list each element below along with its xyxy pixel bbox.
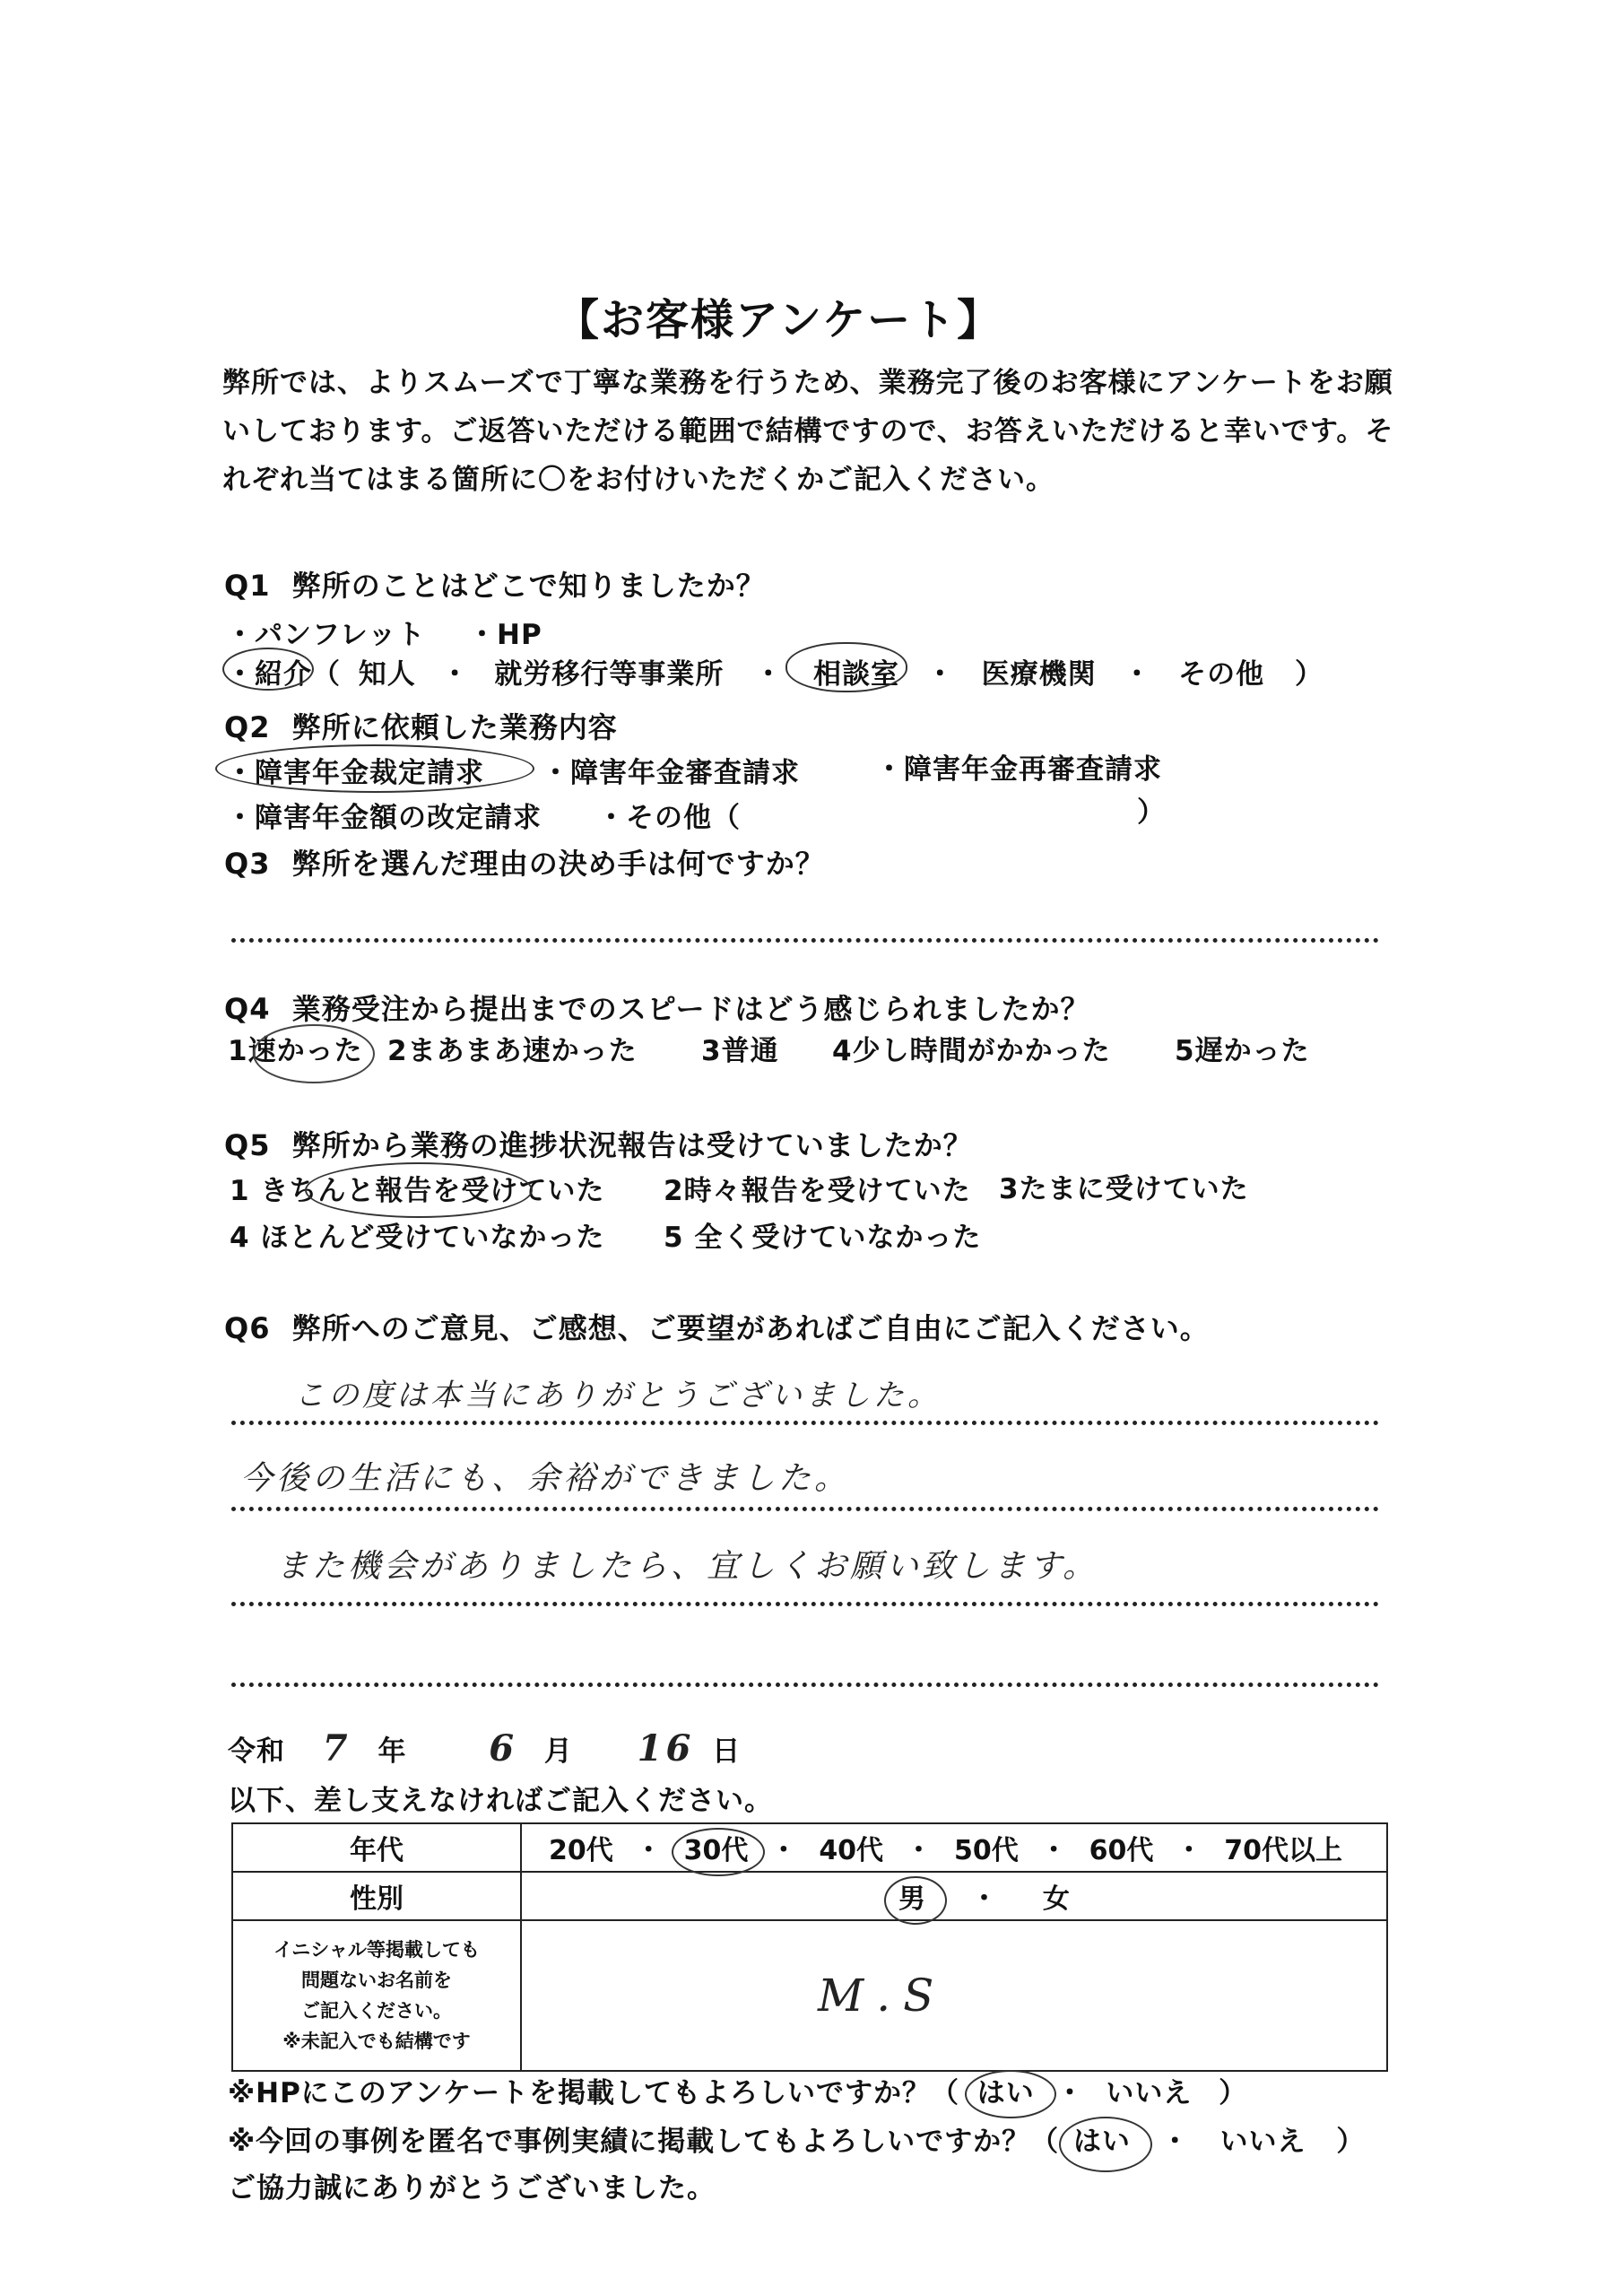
hp-publish-row	[228, 2070, 1247, 2110]
q4-option-5[interactable]: 5遅かった	[1175, 1035, 1310, 1067]
separator: ・	[1160, 2126, 1190, 2158]
sex-male[interactable]	[898, 1883, 925, 1915]
separator: ・	[754, 658, 784, 691]
case-publish-row	[228, 2118, 1365, 2159]
age-50s[interactable]: 50代	[953, 1835, 1019, 1866]
q6-question: 弊所へのご意見、ご感想、ご要望があればご自由にご記入ください。	[291, 1311, 1210, 1345]
q1-other[interactable]: その他	[1178, 658, 1265, 691]
sex-options	[521, 1872, 1387, 1920]
q1-option-pamphlet[interactable]: ・パンフレット	[226, 619, 426, 651]
q6-answer-line-2: 今後の生活にも、余裕ができました。	[240, 1460, 851, 1497]
separator: ・	[769, 1835, 797, 1866]
q5-question: 弊所から業務の進捗状況報告は受けていましたか？	[291, 1128, 973, 1162]
q3-question: 弊所を選んだ理由の決め手は何ですか？	[291, 847, 825, 881]
q1-heading	[224, 563, 766, 604]
date-month-unit: 月	[543, 1735, 573, 1768]
q6-line-4[interactable]	[231, 1683, 1379, 1687]
q4-option-3[interactable]: 3普通	[701, 1035, 779, 1067]
q1-option-hp[interactable]: ・HP	[468, 619, 542, 651]
date-year[interactable]: 7	[322, 1727, 352, 1770]
date-row	[228, 1727, 741, 1770]
q6-label: Q6	[224, 1311, 271, 1345]
table-intro: 以下、差し支えなければご記入ください。	[228, 1785, 773, 1817]
name-label-line: イニシャル等掲載しても	[273, 1939, 480, 1961]
name-value: M.S	[818, 1970, 947, 2022]
q2-option-award-claim[interactable]: ・障害年金裁定請求	[226, 757, 484, 789]
hp-yes-label: はい	[976, 2077, 1035, 2109]
q6-heading	[224, 1306, 1210, 1347]
separator: ・	[1175, 1835, 1202, 1866]
date-month[interactable]: 6	[489, 1727, 518, 1770]
q3-label: Q3	[224, 847, 271, 881]
date-day-unit: 日	[712, 1735, 742, 1768]
separator: ・	[925, 658, 955, 691]
q1-option-referral-row	[226, 651, 1324, 691]
name-label-line: ※未記入でも結構です	[282, 2031, 471, 2052]
q2-option-review-claim[interactable]: ・障害年金審査請求	[542, 757, 800, 789]
age-label: 年代	[232, 1823, 521, 1872]
age-40s[interactable]: 40代	[819, 1835, 884, 1866]
q1-employment-office[interactable]: 就労移行等事業所	[494, 658, 725, 691]
q3-answer-line[interactable]	[231, 938, 1379, 943]
q4-label: Q4	[224, 992, 271, 1026]
close-paren: ）	[1336, 2126, 1366, 2158]
age-options	[521, 1823, 1387, 1872]
separator: ・	[1123, 658, 1152, 691]
name-label-line: ご記入ください。	[301, 2000, 452, 2022]
q5-label: Q5	[224, 1128, 271, 1162]
separator: ・	[440, 658, 470, 691]
q6-answer-line-3: また機会がありましたら、宜しくお願い致します。	[276, 1548, 1099, 1585]
q2-option-rereview-claim[interactable]: ・障害年金再審査請求	[875, 753, 1162, 786]
name-value-cell[interactable]	[521, 1920, 1387, 2071]
q2-option-other[interactable]: ・その他（	[597, 802, 741, 834]
hp-publish-question: ※HPにこのアンケートを掲載してもよろしいですか？（	[228, 2077, 959, 2109]
hand-circle-award-claim	[215, 744, 534, 793]
q2-other-close-paren: ）	[1137, 796, 1166, 829]
age-60s[interactable]: 60代	[1089, 1835, 1154, 1866]
case-yes[interactable]	[1073, 2126, 1131, 2158]
separator: ・	[635, 1835, 663, 1866]
q6-line-2[interactable]	[231, 1507, 1379, 1511]
q2-heading	[224, 705, 618, 746]
hand-circle-case-yes	[1059, 2117, 1152, 2172]
q4-option-1[interactable]: 1速かった	[228, 1035, 363, 1067]
age-30s[interactable]	[684, 1835, 749, 1866]
q4-question: 業務受注から提出までのスピードはどう感じられましたか？	[291, 992, 1090, 1026]
age-70s-plus[interactable]: 70代以上	[1224, 1835, 1343, 1866]
q1-referral[interactable]: ・紹介（	[226, 658, 341, 691]
q1-consultation-room[interactable]: 相談室	[812, 658, 899, 691]
sex-label: 性別	[232, 1872, 521, 1920]
q6-answer-line-1: この度は本当にありがとうございました。	[294, 1378, 942, 1413]
q1-acquaintance[interactable]: 知人	[358, 658, 416, 691]
age-30s-label: 30代	[683, 1835, 749, 1866]
q6-line-1[interactable]	[231, 1421, 1379, 1425]
hand-circle-hp-yes	[965, 2070, 1056, 2118]
hand-circle-30s	[672, 1828, 765, 1876]
name-label-line: 問題ないお名前を	[301, 1970, 452, 1991]
separator: ・	[1040, 1835, 1068, 1866]
q2-label: Q2	[224, 710, 271, 744]
hand-circle-male	[884, 1876, 947, 1925]
q5-option-4[interactable]: 4 ほとんど受けていなかった	[230, 1222, 605, 1254]
hp-yes[interactable]	[977, 2077, 1035, 2109]
sex-female[interactable]: 女	[1042, 1883, 1070, 1915]
q1-label: Q1	[224, 569, 271, 603]
intro-text: 弊所では、よりスムーズで丁寧な業務を行うため、業務完了後のお客様にアンケートをお願いしております。ご返答いただける範囲で結構ですので、お答えいただけると幸いです。それぞれ当てはまる箇所に〇をお付けいただくかご記入ください。	[222, 367, 1394, 496]
separator: ・	[1055, 2077, 1085, 2109]
q2-option-amount-revision[interactable]: ・障害年金額の改定請求	[226, 802, 542, 834]
q4-heading	[224, 987, 1089, 1028]
q5-option-3[interactable]: 3たまに受けていた	[999, 1173, 1249, 1205]
q5-option-1[interactable]: 1 きちんと報告を受けていた	[230, 1175, 605, 1207]
close-paren: ）	[1294, 658, 1324, 691]
q5-option-5[interactable]: 5 全く受けていなかった	[664, 1222, 982, 1254]
date-era: 令和	[228, 1735, 285, 1768]
hand-circle-referral	[222, 648, 314, 691]
close-paren: ）	[1219, 2077, 1248, 2109]
q1-medical-institution[interactable]: 医療機関	[981, 658, 1097, 691]
sex-male-label: 男	[898, 1883, 925, 1915]
hand-circle-consultation	[785, 642, 907, 692]
respondent-info-table	[231, 1822, 1388, 2072]
case-no[interactable]: いいえ	[1219, 2126, 1306, 2158]
hand-circle-fast	[253, 1024, 375, 1083]
q5-option-2[interactable]: 2時々報告を受けていた	[664, 1175, 971, 1207]
q3-heading	[224, 841, 825, 883]
q5-heading	[224, 1123, 973, 1164]
separator: ・	[905, 1835, 933, 1866]
q1-question: 弊所のことはどこで知りましたか？	[291, 569, 766, 603]
hp-no[interactable]: いいえ	[1106, 2077, 1193, 2109]
name-label	[232, 1920, 521, 2071]
q6-line-3[interactable]	[231, 1602, 1379, 1606]
page-title: 【お客様アンケート】	[556, 295, 1002, 345]
case-publish-question: ※今回の事例を匿名で事例実績に掲載してもよろしいですか？（	[228, 2126, 1060, 2158]
date-day[interactable]: 16	[637, 1727, 695, 1770]
date-year-unit: 年	[378, 1735, 407, 1768]
q2-question: 弊所に依頼した業務内容	[291, 710, 618, 744]
case-yes-label: はい	[1072, 2126, 1131, 2158]
separator: ・	[970, 1883, 998, 1915]
thanks-text: ご協力誠にありがとうございました。	[228, 2172, 716, 2205]
q4-option-2[interactable]: 2まあまあ速かった	[387, 1035, 638, 1067]
age-20s[interactable]: 20代	[549, 1835, 613, 1866]
q4-option-4[interactable]: 4少し時間がかかった	[832, 1035, 1111, 1067]
hand-circle-reported	[305, 1162, 533, 1218]
